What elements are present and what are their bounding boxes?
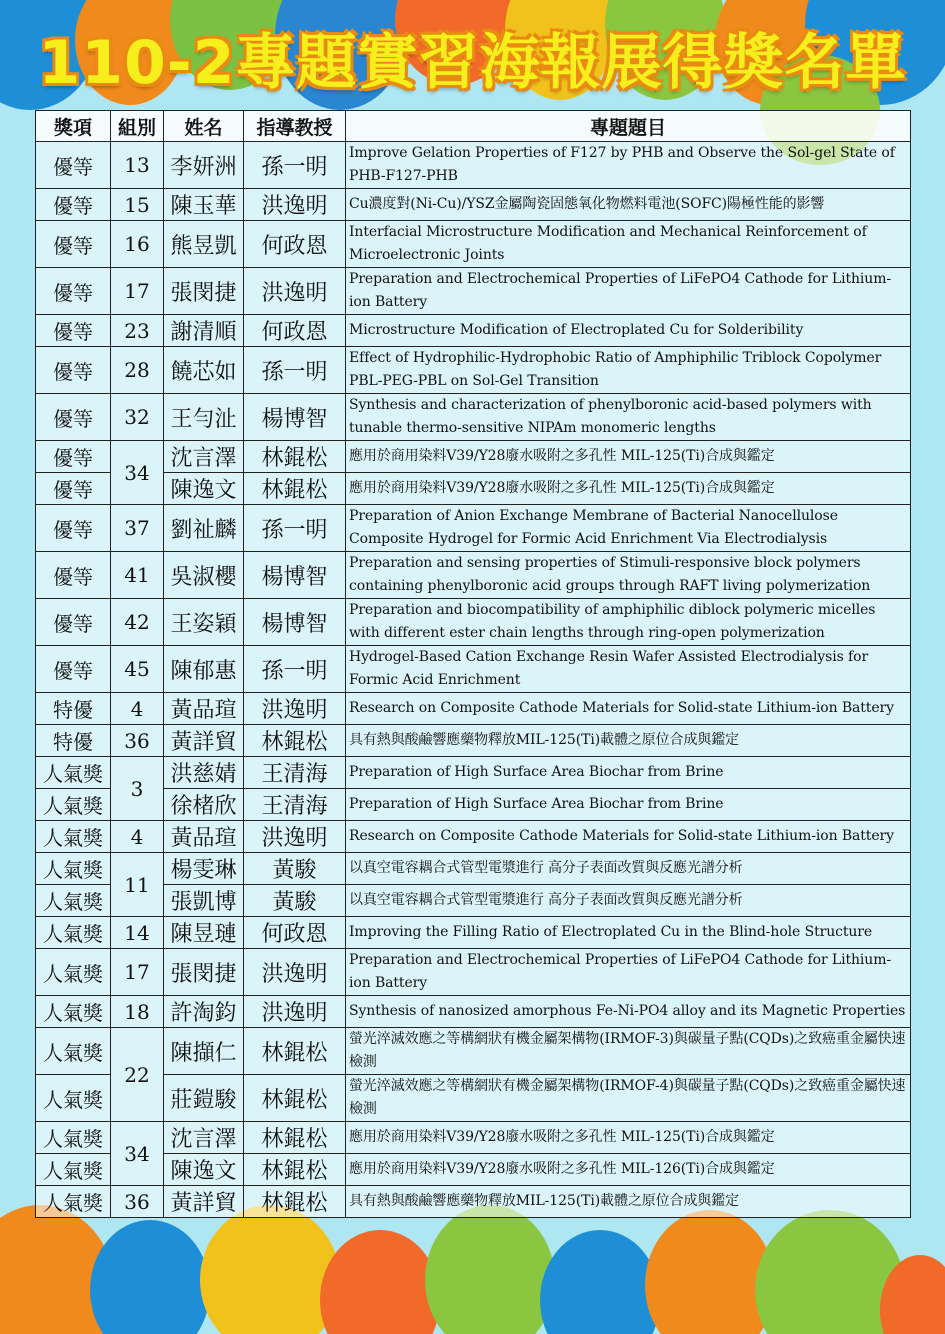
header-topic: 專題題目 bbox=[346, 111, 911, 142]
group-cell: 42 bbox=[111, 599, 164, 646]
topic-cell: Preparation of High Surface Area Biochar from Brine bbox=[346, 789, 911, 821]
table-row bbox=[36, 853, 911, 885]
award-cell: 人氣獎 bbox=[36, 1154, 111, 1186]
table-row bbox=[36, 996, 911, 1028]
advisor-cell: 林錕松 bbox=[244, 473, 346, 505]
table-row bbox=[36, 693, 911, 725]
group-cell: 36 bbox=[111, 725, 164, 757]
topic-cell: 應用於商用染料V39/Y28廢水吸附之多孔性 MIL-125(Ti)合成與鑑定 bbox=[346, 1122, 911, 1154]
advisor-cell: 黃駿 bbox=[244, 853, 346, 885]
group-cell: 34 bbox=[111, 441, 164, 505]
name-cell: 王姿穎 bbox=[164, 599, 244, 646]
table-row bbox=[36, 315, 911, 347]
name-cell: 張閔捷 bbox=[164, 949, 244, 996]
topic-cell: Preparation and biocompatibility of amphiphilic diblock polymeric micelles with different ester chain lengths through ring-open polymerization bbox=[346, 599, 911, 646]
name-cell: 洪慈婧 bbox=[164, 757, 244, 789]
name-cell: 熊昱凱 bbox=[164, 221, 244, 268]
name-cell: 吳淑櫻 bbox=[164, 552, 244, 599]
table-row bbox=[36, 1075, 911, 1122]
group-cell: 17 bbox=[111, 268, 164, 315]
name-cell: 黃品瑄 bbox=[164, 693, 244, 725]
advisor-cell: 孫一明 bbox=[244, 505, 346, 552]
group-cell: 36 bbox=[111, 1186, 164, 1218]
advisor-cell: 何政恩 bbox=[244, 917, 346, 949]
award-cell: 人氣獎 bbox=[36, 789, 111, 821]
table-row bbox=[36, 142, 911, 189]
table-row bbox=[36, 394, 911, 441]
header-group: 組別 bbox=[111, 111, 164, 142]
name-cell: 張閔捷 bbox=[164, 268, 244, 315]
name-cell: 陳逸文 bbox=[164, 1154, 244, 1186]
group-cell: 34 bbox=[111, 1122, 164, 1186]
header-award: 獎項 bbox=[36, 111, 111, 142]
header-name: 姓名 bbox=[164, 111, 244, 142]
group-cell: 37 bbox=[111, 505, 164, 552]
advisor-cell: 洪逸明 bbox=[244, 821, 346, 853]
award-cell: 人氣獎 bbox=[36, 996, 111, 1028]
name-cell: 李妍洲 bbox=[164, 142, 244, 189]
award-cell: 人氣獎 bbox=[36, 917, 111, 949]
advisor-cell: 何政恩 bbox=[244, 221, 346, 268]
award-cell: 優等 bbox=[36, 347, 111, 394]
advisor-cell: 孫一明 bbox=[244, 347, 346, 394]
advisor-cell: 林錕松 bbox=[244, 441, 346, 473]
topic-cell: 螢光淬滅效應之等構網狀有機金屬架構物(IRMOF-4)與碳量子點(CQDs)之致癌重金屬快速檢測 bbox=[346, 1075, 911, 1122]
topic-cell: Preparation of Anion Exchange Membrane of Bacterial Nanocellulose Composite Hydrogel for Formic Acid Enrichment Via Electrodialysis bbox=[346, 505, 911, 552]
table-row bbox=[36, 441, 911, 473]
advisor-cell: 林錕松 bbox=[244, 1122, 346, 1154]
advisor-cell: 洪逸明 bbox=[244, 996, 346, 1028]
award-cell: 優等 bbox=[36, 646, 111, 693]
table-row bbox=[36, 189, 911, 221]
table-row bbox=[36, 1186, 911, 1218]
award-cell: 優等 bbox=[36, 552, 111, 599]
award-cell: 人氣獎 bbox=[36, 821, 111, 853]
table-row bbox=[36, 1122, 911, 1154]
award-cell: 人氣獎 bbox=[36, 1075, 111, 1122]
award-cell: 特優 bbox=[36, 725, 111, 757]
award-cell: 優等 bbox=[36, 473, 111, 505]
topic-cell: Interfacial Microstructure Modification and Mechanical Reinforcement of Microelectronic Joints bbox=[346, 221, 911, 268]
award-cell: 人氣獎 bbox=[36, 1186, 111, 1218]
award-cell: 優等 bbox=[36, 268, 111, 315]
topic-cell: Hydrogel-Based Cation Exchange Resin Wafer Assisted Electrodialysis for Formic Acid Enrichment bbox=[346, 646, 911, 693]
table-header-row bbox=[36, 111, 911, 142]
name-cell: 陳逸文 bbox=[164, 473, 244, 505]
name-cell: 饒芯如 bbox=[164, 347, 244, 394]
table-row bbox=[36, 917, 911, 949]
topic-cell: 具有熱與酸鹼響應藥物釋放MIL-125(Ti)載體之原位合成與鑑定 bbox=[346, 1186, 911, 1218]
table-row bbox=[36, 552, 911, 599]
topic-cell: Improving the Filling Ratio of Electroplated Cu in the Blind-hole Structure bbox=[346, 917, 911, 949]
name-cell: 黃品瑄 bbox=[164, 821, 244, 853]
topic-cell: Synthesis of nanosized amorphous Fe-Ni-PO4 alloy and its Magnetic Properties bbox=[346, 996, 911, 1028]
name-cell: 莊鎧駿 bbox=[164, 1075, 244, 1122]
award-cell: 優等 bbox=[36, 505, 111, 552]
advisor-cell: 孫一明 bbox=[244, 142, 346, 189]
advisor-cell: 林錕松 bbox=[244, 1154, 346, 1186]
group-cell: 32 bbox=[111, 394, 164, 441]
name-cell: 黃詳貿 bbox=[164, 1186, 244, 1218]
group-cell: 28 bbox=[111, 347, 164, 394]
table-row bbox=[36, 1028, 911, 1075]
name-cell: 王勻沚 bbox=[164, 394, 244, 441]
topic-cell: Preparation and sensing properties of Stimuli-responsive block polymers containing phenylboronic acid groups through RAFT living polymerization bbox=[346, 552, 911, 599]
name-cell: 陳擷仁 bbox=[164, 1028, 244, 1075]
award-cell: 人氣獎 bbox=[36, 1028, 111, 1075]
topic-cell: 螢光淬滅效應之等構網狀有機金屬架構物(IRMOF-3)與碳量子點(CQDs)之致癌重金屬快速檢測 bbox=[346, 1028, 911, 1075]
topic-cell: Preparation and Electrochemical Properties of LiFePO4 Cathode for Lithium-ion Battery bbox=[346, 949, 911, 996]
topic-cell: 以真空電容耦合式管型電漿進行 高分子表面改質與反應光譜分析 bbox=[346, 853, 911, 885]
page-title: 110-2專題實習海報展得獎名單 bbox=[38, 28, 907, 98]
table-row bbox=[36, 789, 911, 821]
table-row bbox=[36, 646, 911, 693]
group-cell: 16 bbox=[111, 221, 164, 268]
header-advisor: 指導教授 bbox=[244, 111, 346, 142]
table-row bbox=[36, 268, 911, 315]
group-cell: 18 bbox=[111, 996, 164, 1028]
award-cell: 特優 bbox=[36, 693, 111, 725]
advisor-cell: 何政恩 bbox=[244, 315, 346, 347]
group-cell: 13 bbox=[111, 142, 164, 189]
table-row bbox=[36, 347, 911, 394]
advisor-cell: 黃駿 bbox=[244, 885, 346, 917]
award-cell: 人氣獎 bbox=[36, 885, 111, 917]
topic-cell: Preparation and Electrochemical Properties of LiFePO4 Cathode for Lithium-ion Battery bbox=[346, 268, 911, 315]
table-row bbox=[36, 725, 911, 757]
table-row bbox=[36, 949, 911, 996]
group-cell: 17 bbox=[111, 949, 164, 996]
award-cell: 優等 bbox=[36, 394, 111, 441]
group-cell: 4 bbox=[111, 821, 164, 853]
topic-cell: 具有熱與酸鹼響應藥物釋放MIL-125(Ti)載體之原位合成與鑑定 bbox=[346, 725, 911, 757]
award-cell: 優等 bbox=[36, 221, 111, 268]
name-cell: 陳昱璉 bbox=[164, 917, 244, 949]
award-cell: 優等 bbox=[36, 142, 111, 189]
advisor-cell: 林錕松 bbox=[244, 1028, 346, 1075]
award-cell: 人氣獎 bbox=[36, 1122, 111, 1154]
awards-table bbox=[35, 110, 911, 1218]
name-cell: 劉祉麟 bbox=[164, 505, 244, 552]
advisor-cell: 楊博智 bbox=[244, 394, 346, 441]
award-cell: 優等 bbox=[36, 315, 111, 347]
table-row bbox=[36, 821, 911, 853]
topic-cell: Research on Composite Cathode Materials for Solid-state Lithium-ion Battery bbox=[346, 693, 911, 725]
award-cell: 優等 bbox=[36, 441, 111, 473]
name-cell: 張凱博 bbox=[164, 885, 244, 917]
table-row bbox=[36, 757, 911, 789]
topic-cell: Microstructure Modification of Electroplated Cu for Solderibility bbox=[346, 315, 911, 347]
topic-cell: Cu濃度對(Ni-Cu)/YSZ金屬陶瓷固態氧化物燃料電池(SOFC)陽極性能的影響 bbox=[346, 189, 911, 221]
name-cell: 陳郁惠 bbox=[164, 646, 244, 693]
name-cell: 沈言澤 bbox=[164, 441, 244, 473]
name-cell: 沈言澤 bbox=[164, 1122, 244, 1154]
group-cell: 41 bbox=[111, 552, 164, 599]
table-row bbox=[36, 473, 911, 505]
award-cell: 人氣獎 bbox=[36, 853, 111, 885]
topic-cell: Synthesis and characterization of phenylboronic acid-based polymers with tunable thermo-sensitive NIPAm monomeric lengths bbox=[346, 394, 911, 441]
advisor-cell: 孫一明 bbox=[244, 646, 346, 693]
topic-cell: 應用於商用染料V39/Y28廢水吸附之多孔性 MIL-126(Ti)合成與鑑定 bbox=[346, 1154, 911, 1186]
group-cell: 23 bbox=[111, 315, 164, 347]
group-cell: 3 bbox=[111, 757, 164, 821]
table-row bbox=[36, 1154, 911, 1186]
group-cell: 11 bbox=[111, 853, 164, 917]
topic-cell: Effect of Hydrophilic-Hydrophobic Ratio of Amphiphilic Triblock Copolymer PBL-PEG-PBL on Sol-Gel Transition bbox=[346, 347, 911, 394]
table-row bbox=[36, 505, 911, 552]
name-cell: 謝清順 bbox=[164, 315, 244, 347]
advisor-cell: 林錕松 bbox=[244, 1186, 346, 1218]
topic-cell: Research on Composite Cathode Materials for Solid-state Lithium-ion Battery bbox=[346, 821, 911, 853]
table-row bbox=[36, 599, 911, 646]
advisor-cell: 王清海 bbox=[244, 789, 346, 821]
award-cell: 人氣獎 bbox=[36, 757, 111, 789]
group-cell: 14 bbox=[111, 917, 164, 949]
topic-cell: 應用於商用染料V39/Y28廢水吸附之多孔性 MIL-125(Ti)合成與鑑定 bbox=[346, 473, 911, 505]
advisor-cell: 洪逸明 bbox=[244, 189, 346, 221]
group-cell: 45 bbox=[111, 646, 164, 693]
topic-cell: 應用於商用染料V39/Y28廢水吸附之多孔性 MIL-125(Ti)合成與鑑定 bbox=[346, 441, 911, 473]
group-cell: 22 bbox=[111, 1028, 164, 1122]
advisor-cell: 洪逸明 bbox=[244, 949, 346, 996]
advisor-cell: 林錕松 bbox=[244, 725, 346, 757]
name-cell: 陳玉華 bbox=[164, 189, 244, 221]
topic-cell: 以真空電容耦合式管型電漿進行 高分子表面改質與反應光譜分析 bbox=[346, 885, 911, 917]
topic-cell: Preparation of High Surface Area Biochar from Brine bbox=[346, 757, 911, 789]
name-cell: 徐楮欣 bbox=[164, 789, 244, 821]
advisor-cell: 林錕松 bbox=[244, 1075, 346, 1122]
name-cell: 許淘鈞 bbox=[164, 996, 244, 1028]
advisor-cell: 洪逸明 bbox=[244, 693, 346, 725]
table-row bbox=[36, 221, 911, 268]
award-cell: 人氣獎 bbox=[36, 949, 111, 996]
advisor-cell: 楊博智 bbox=[244, 599, 346, 646]
table-row bbox=[36, 885, 911, 917]
advisor-cell: 楊博智 bbox=[244, 552, 346, 599]
group-cell: 4 bbox=[111, 693, 164, 725]
advisor-cell: 洪逸明 bbox=[244, 268, 346, 315]
award-cell: 優等 bbox=[36, 599, 111, 646]
award-cell: 優等 bbox=[36, 189, 111, 221]
topic-cell: Improve Gelation Properties of F127 by PHB and Observe the Sol-gel State of PHB-F127-PHB bbox=[346, 142, 911, 189]
group-cell: 15 bbox=[111, 189, 164, 221]
name-cell: 黃詳貿 bbox=[164, 725, 244, 757]
advisor-cell: 王清海 bbox=[244, 757, 346, 789]
name-cell: 楊雯琳 bbox=[164, 853, 244, 885]
